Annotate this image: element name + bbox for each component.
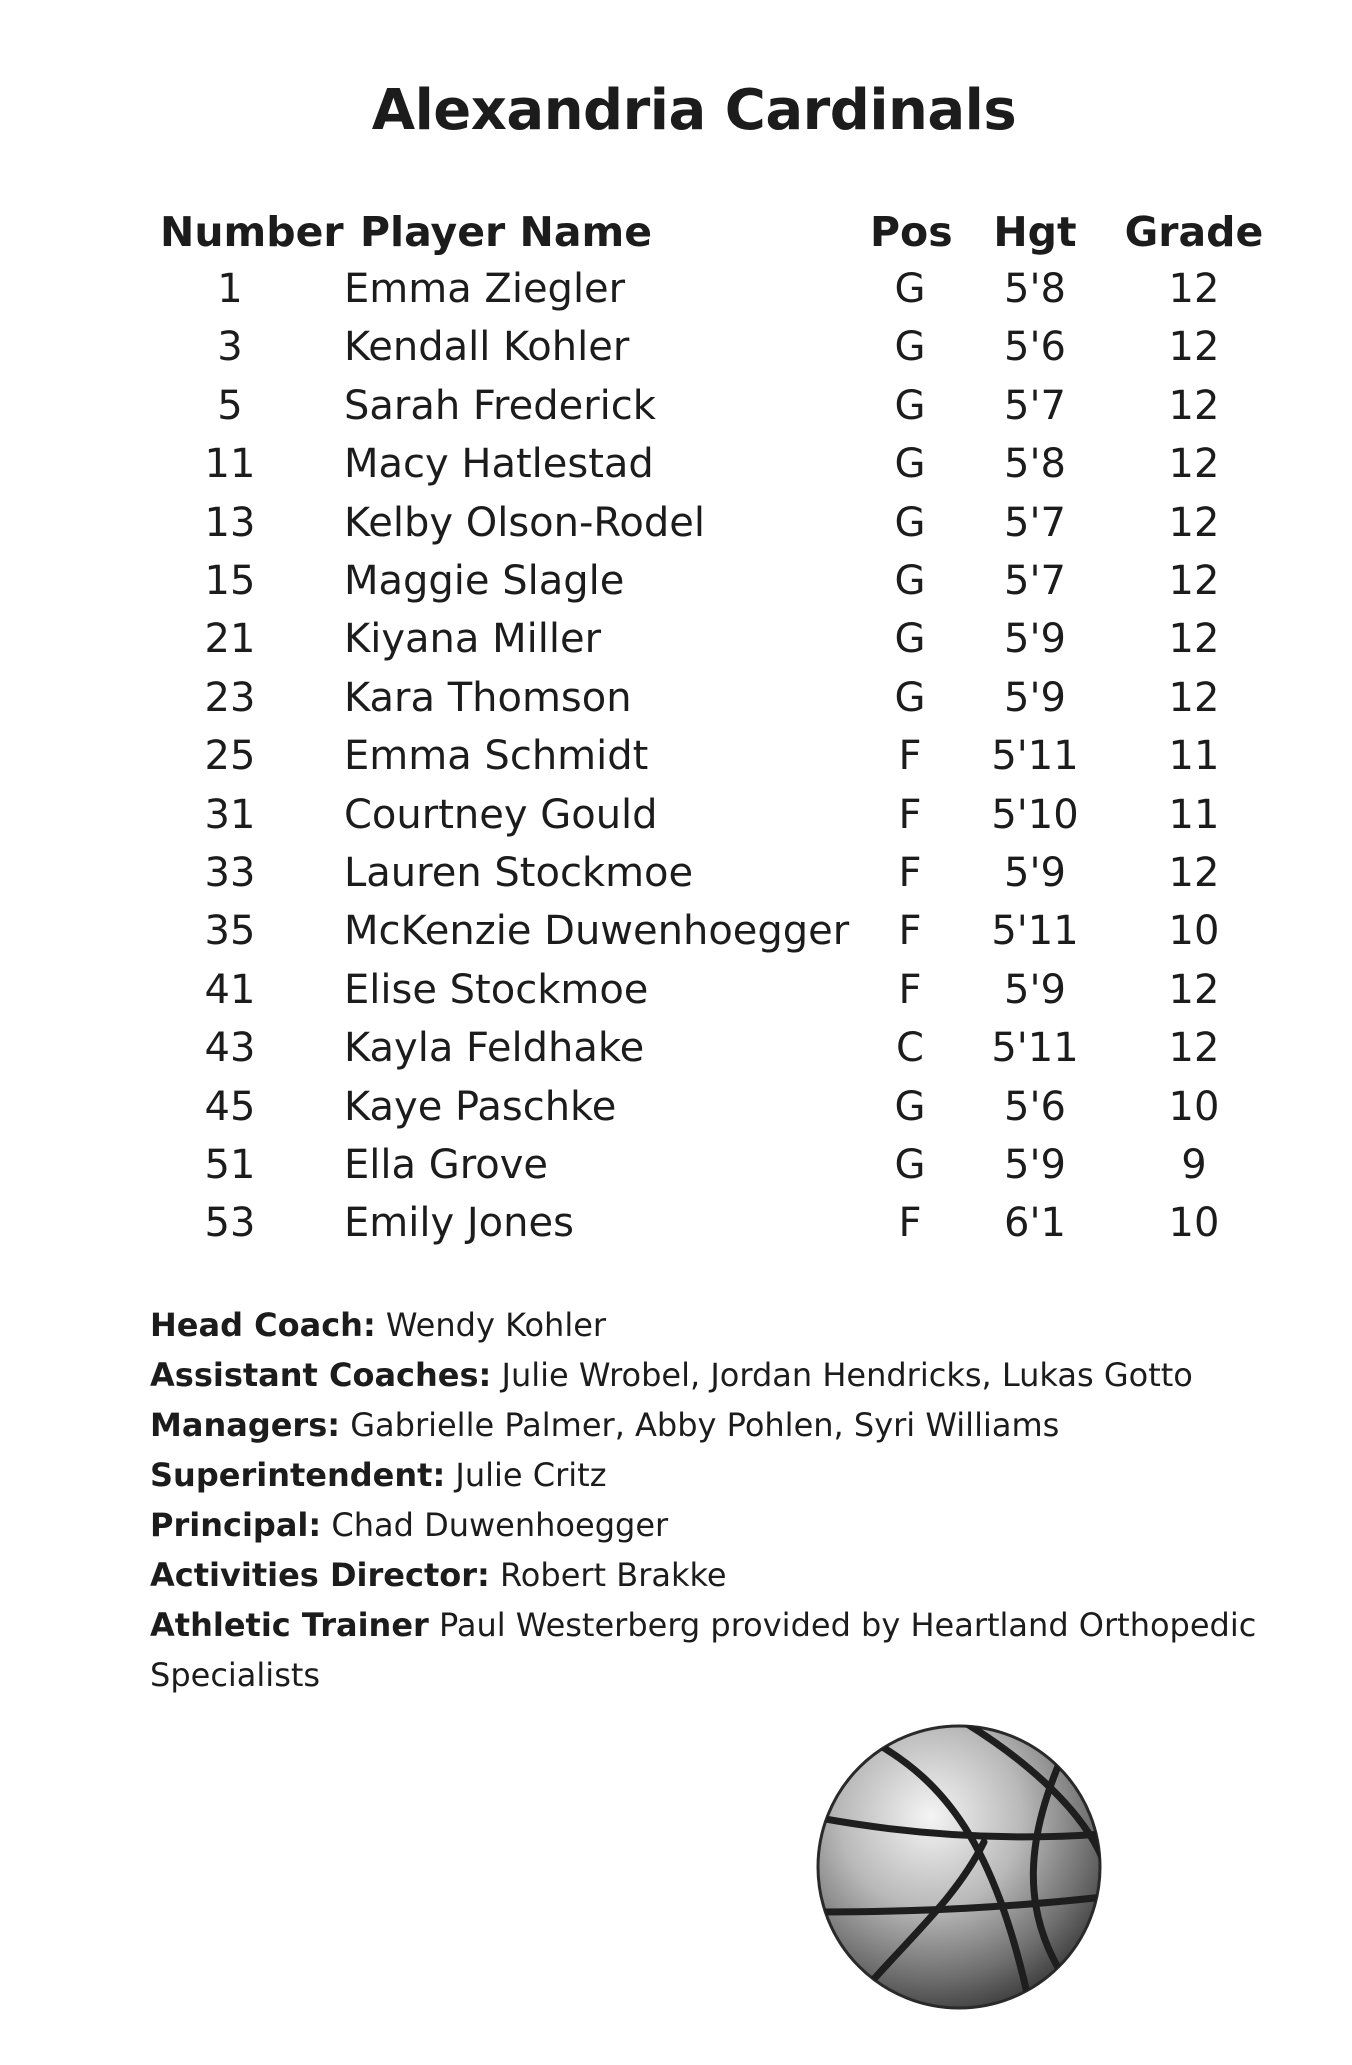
player-number: 23: [204, 674, 256, 721]
player-row: [0, 967, 1352, 1025]
player-number: 21: [204, 616, 256, 663]
staff-role-separator: :: [432, 1456, 446, 1494]
player-pos: G: [894, 266, 926, 312]
player-number: 25: [204, 733, 256, 780]
player-grade: 10: [1168, 908, 1220, 955]
player-hgt: 5'9: [1004, 966, 1066, 1013]
header-hgt: Hgt: [993, 208, 1077, 256]
player-hgt: 5'11: [991, 908, 1079, 955]
player-number: 15: [204, 558, 256, 604]
player-pos: G: [894, 1083, 926, 1130]
player-row: [0, 500, 1352, 558]
player-row: [0, 383, 1352, 441]
player-pos: G: [894, 499, 926, 546]
staff-role: Activities Director: [150, 1556, 478, 1594]
player-grade: 12: [1168, 1025, 1220, 1072]
player-name: Macy Hatlestad: [344, 441, 654, 488]
player-number: 35: [204, 908, 256, 955]
player-row: [0, 792, 1352, 850]
player-pos: F: [898, 791, 922, 838]
player-pos: F: [898, 908, 922, 955]
player-hgt: 5'11: [991, 733, 1079, 780]
player-number: 33: [204, 850, 256, 896]
header-grade: Grade: [1124, 208, 1264, 256]
staff-names: Robert Brakke: [500, 1556, 727, 1594]
player-number: 5: [217, 382, 243, 429]
player-pos: G: [894, 382, 926, 429]
player-grade: 12: [1168, 266, 1220, 312]
player-grade: 9: [1181, 1142, 1207, 1188]
player-name: Maggie Slagle: [344, 558, 625, 604]
player-row: [0, 441, 1352, 499]
player-grade: 12: [1168, 324, 1220, 371]
player-hgt: 5'8: [1004, 266, 1066, 312]
staff-names: Wendy Kohler: [385, 1306, 607, 1344]
player-pos: G: [894, 1142, 926, 1188]
player-hgt: 5'6: [1004, 1083, 1066, 1130]
player-hgt: 5'9: [1004, 616, 1066, 663]
player-pos: G: [894, 674, 926, 721]
player-number: 3: [217, 324, 243, 371]
player-pos: G: [894, 441, 926, 488]
staff-line: [150, 1600, 1290, 1700]
player-hgt: 5'7: [1004, 499, 1066, 546]
player-hgt: 5'6: [1004, 324, 1066, 371]
player-row: [0, 733, 1352, 791]
player-number: 41: [204, 966, 256, 1013]
staff-names: Gabrielle Palmer, Abby Pohlen, Syri Williams: [350, 1406, 1060, 1444]
player-name: Courtney Gould: [344, 791, 658, 838]
staff-role: Assistant Coaches: [150, 1356, 479, 1394]
player-name: Kiyana Miller: [344, 616, 602, 663]
player-number: 51: [204, 1142, 256, 1188]
player-hgt: 6'1: [1004, 1200, 1066, 1247]
staff-line: [150, 1550, 1290, 1600]
player-number: 53: [204, 1200, 256, 1247]
staff-line: [150, 1350, 1290, 1400]
staff-role-separator: :: [478, 1356, 492, 1394]
player-pos: F: [898, 966, 922, 1013]
header-player-name: Player Name: [360, 208, 653, 256]
player-pos: F: [898, 733, 922, 780]
player-row: [0, 1084, 1352, 1142]
player-row: [0, 1142, 1352, 1200]
roster-header-row: [0, 208, 1352, 266]
player-name: McKenzie Duwenhoegger: [344, 908, 850, 955]
player-grade: 10: [1168, 1083, 1220, 1130]
staff-role-separator: :: [308, 1506, 322, 1544]
player-hgt: 5'7: [1004, 382, 1066, 429]
player-name: Kara Thomson: [344, 674, 632, 721]
player-row: [0, 850, 1352, 908]
player-hgt: 5'11: [991, 1025, 1079, 1072]
staff-role: Managers: [150, 1406, 328, 1444]
player-grade: 12: [1168, 674, 1220, 721]
header-pos: Pos: [870, 208, 953, 256]
player-hgt: 5'10: [991, 791, 1079, 838]
player-row: [0, 908, 1352, 966]
player-number: 1: [217, 266, 243, 312]
player-name: Emily Jones: [344, 1200, 574, 1247]
player-hgt: 5'9: [1004, 1142, 1066, 1188]
player-grade: 12: [1168, 441, 1220, 488]
player-name: Kayla Feldhake: [344, 1025, 645, 1072]
player-row: [0, 266, 1352, 324]
player-grade: 12: [1168, 850, 1220, 896]
player-name: Emma Schmidt: [344, 733, 649, 780]
player-number: 43: [204, 1025, 256, 1072]
staff-line: [150, 1500, 1290, 1550]
player-grade: 12: [1168, 382, 1220, 429]
staff-line: [150, 1300, 1290, 1350]
player-grade: 10: [1168, 1200, 1220, 1247]
player-row: [0, 1025, 1352, 1083]
player-grade: 11: [1168, 733, 1220, 780]
player-pos: F: [898, 1200, 922, 1247]
player-hgt: 5'7: [1004, 558, 1066, 604]
staff-role-separator: :: [327, 1406, 341, 1444]
player-number: 11: [204, 441, 256, 488]
player-grade: 11: [1168, 791, 1220, 838]
player-name: Sarah Frederick: [344, 382, 656, 429]
staff-names: Julie Critz: [455, 1456, 607, 1494]
player-name: Lauren Stockmoe: [344, 850, 694, 896]
player-row: [0, 1200, 1352, 1258]
player-row: [0, 558, 1352, 616]
player-grade: 12: [1168, 558, 1220, 604]
player-number: 31: [204, 791, 256, 838]
staff-list: [150, 1300, 1290, 1700]
player-row: [0, 616, 1352, 674]
staff-role: Superintendent: [150, 1456, 433, 1494]
staff-role: Principal: [150, 1506, 309, 1544]
staff-role-separator: :: [477, 1556, 490, 1594]
player-pos: G: [894, 616, 926, 663]
player-name: Kendall Kohler: [344, 324, 630, 371]
player-row: [0, 675, 1352, 733]
player-pos: G: [894, 558, 926, 604]
player-pos: G: [894, 324, 926, 371]
player-name: Kaye Paschke: [344, 1083, 617, 1130]
staff-line: [150, 1400, 1290, 1450]
staff-role: Head Coach: [150, 1306, 363, 1344]
staff-names: Julie Wrobel, Jordan Hendricks, Lukas Gotto: [501, 1356, 1193, 1394]
staff-names: Paul Westerberg provided by Heartland Orthopedic Specialists: [150, 1606, 1257, 1694]
player-grade: 12: [1168, 616, 1220, 663]
player-name: Ella Grove: [344, 1142, 549, 1188]
player-pos: F: [898, 850, 922, 896]
staff-line: [150, 1450, 1290, 1500]
staff-role-separator: :: [362, 1306, 376, 1344]
player-grade: 12: [1168, 499, 1220, 546]
player-name: Emma Ziegler: [344, 266, 626, 312]
player-grade: 12: [1168, 966, 1220, 1013]
player-number: 45: [204, 1083, 256, 1130]
player-name: Kelby Olson-Rodel: [344, 499, 706, 546]
player-hgt: 5'9: [1004, 674, 1066, 721]
player-name: Elise Stockmoe: [344, 966, 649, 1013]
staff-names: Chad Duwenhoegger: [331, 1506, 669, 1544]
basketball-image: [814, 1722, 1104, 2012]
staff-role: Athletic Trainer: [150, 1606, 429, 1644]
player-number: 13: [204, 499, 256, 546]
player-row: [0, 324, 1352, 382]
player-hgt: 5'9: [1004, 850, 1066, 896]
player-pos: C: [896, 1025, 924, 1072]
player-hgt: 5'8: [1004, 441, 1066, 488]
header-number: Number: [160, 208, 344, 256]
team-title: Alexandria Cardinals: [371, 78, 1017, 143]
